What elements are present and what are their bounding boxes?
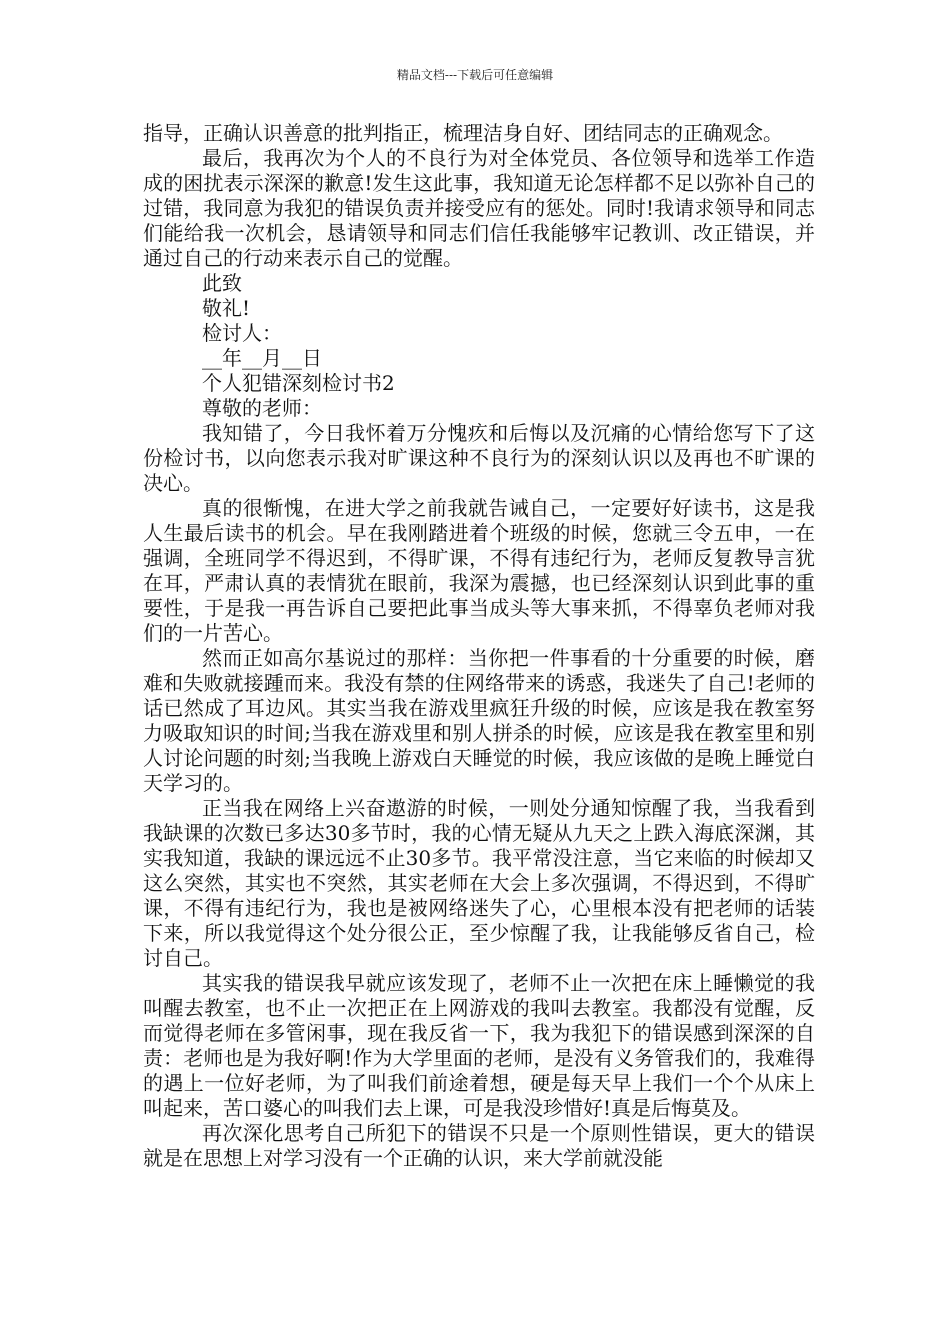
page-header: 精品文档---下载后可任意编辑 (396, 68, 554, 82)
section-title: 个人犯错深刻检讨书2 (202, 371, 395, 395)
paragraph-notice: 正当我在网络上兴奋遨游的时候，一则处分通知惊醒了我，当我看到我缺课的次数已多达30多节时，我的心情无疑从九天之上跌入海底深渊，其实我知道，我缺的课远远不止30多节。我平常没注意，当它来临的时候却又这么突然，其实也不突然，其实老师在大会上多次强调，不得迟到，不得旷课，不得有违纪行为，我也是被网络迷失了心，心里根本没有把老师的话装下来，所以我觉得这个处分很公正，至少惊醒了我，让我能够反省自己，检讨自己。 (143, 796, 815, 970)
paragraph-reflection: 其实我的错误我早就应该发现了，老师不止一次把在床上睡懒觉的我叫醒去教室，也不止一次把正在上网游戏的我叫去教室。我都没有觉醒，反而觉得老师在多管闲事，现在我反省一下，我为我犯下的错误感到深深的自责：老师也是为我好啊!作为大学里面的老师，是没有义务管我们的，我难得的遇上一位好老师，为了叫我们前途着想，硬是每天早上我们一个个从床上叫起来，苦口婆心的叫我们去上课，可是我没珍惜好!真是后悔莫及。 (143, 971, 815, 1120)
salutation: 尊敬的老师： (202, 396, 322, 420)
paragraph-temptation: 然而正如高尔基说过的那样：当你把一件事看的十分重要的时候，磨难和失败就接踵而来。我没有禁的住网络带来的诱惑，我迷失了自己!老师的话已然成了耳边风。其实当我在游戏里疯狂升级的时候，应该是我在教室努力吸取知识的时间;当我在游戏里和别人拼杀的时候，应该是我在教室里和别人讨论问题的时刻;当我晚上游戏白天睡觉的时候，我应该做的是晚上睡觉白天学习的。 (143, 646, 815, 795)
document-body (143, 121, 815, 1171)
closing-regards: 敬礼! (202, 296, 251, 320)
signer-label: 检讨人： (202, 321, 282, 345)
paragraph-shame: 真的很惭愧，在进大学之前我就告诫自己，一定要好好读书，这是我人生最后读书的机会。早在我刚踏进着个班级的时候，您就三令五申，一在强调，全班同学不得迟到，不得旷课，不得有违纪行为，老师反复教导言犹在耳，严肃认真的表情犹在眼前，我深为震撼，也已经深刻认识到此事的重要性，于是我一再告诉自己要把此事当成头等大事来抓，不得辜负老师对我们的一片苦心。 (143, 496, 815, 645)
date-line: __年__月__日 (202, 346, 322, 370)
paragraph-admission: 我知错了，今日我怀着万分愧疚和后悔以及沉痛的心情给您写下了这份检讨书，以向您表示我对旷课这种不良行为的深刻认识以及再也不旷课的决心。 (143, 421, 815, 495)
closing-salutation: 此致 (202, 271, 242, 295)
paragraph-guidance: 指导，正确认识善意的批判指正，梳理洁身自好、团结同志的正确观念。 (143, 121, 783, 145)
paragraph-deeper-thought: 再次深化思考自己所犯下的错误不只是一个原则性错误，更大的错误就是在思想上对学习没有一个正确的认识，来大学前就没能 (143, 1121, 815, 1170)
paragraph-apology: 最后，我再次为个人的不良行为对全体党员、各位领导和选举工作造成的困扰表示深深的歉意!发生这此事，我知道无论怎样都不足以弥补自己的过错，我同意为我犯的错误负责并接受应有的惩处。同时!我请求领导和同志们能给我一次机会，恳请领导和同志们信任我能够牢记教训、改正错误，并通过自己的行动来表示自己的觉醒。 (143, 146, 815, 270)
